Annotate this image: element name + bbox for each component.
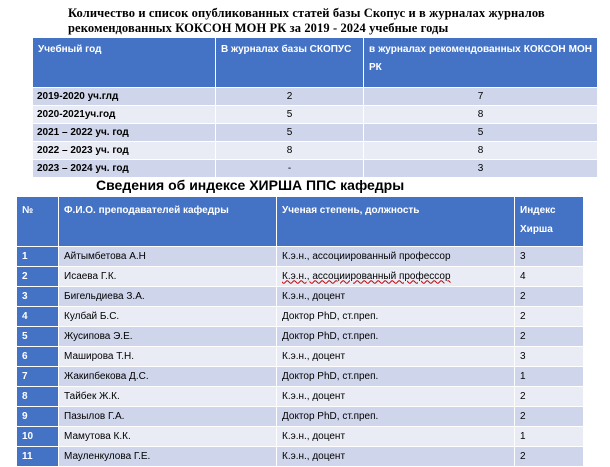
hirsch-index: 2	[515, 407, 584, 427]
degree-position: К.э.н., доцент	[277, 387, 515, 407]
table-row	[33, 142, 598, 160]
teacher-name: Жусипова Э.Е.	[59, 327, 277, 347]
table-row	[33, 160, 598, 178]
year-cell: 2019-2020 уч.глд	[33, 88, 216, 106]
row-number: 11	[17, 447, 59, 467]
degree-position: К.э.н., доцент	[277, 287, 515, 307]
header-teacher-name: Ф.И.О. преподавателей кафедры	[59, 197, 277, 247]
publications-title-line2: рекомендованных КОКСОН МОН РК за 2019 - 2024 учебные годы	[68, 21, 449, 35]
publications-table	[32, 37, 598, 178]
row-number: 4	[17, 307, 59, 327]
teacher-name: Исаева Г.К.	[59, 267, 277, 287]
table-row	[17, 407, 584, 427]
row-number: 1	[17, 247, 59, 267]
teacher-name: Мамутова К.К.	[59, 427, 277, 447]
header-hirsch-line1: Индекс	[520, 205, 556, 216]
table-row	[17, 387, 584, 407]
degree-position: К.э.н., доцент	[277, 427, 515, 447]
header-kokson: в журналах рекомендованных КОКСОН МОН РК	[364, 38, 598, 88]
scopus-cell: 5	[216, 124, 364, 142]
teacher-name: Маширова Т.Н.	[59, 347, 277, 367]
table-row	[17, 427, 584, 447]
hirsch-index: 2	[515, 447, 584, 467]
degree-position: Доктор PhD, ст.преп.	[277, 367, 515, 387]
year-cell: 2023 – 2024 уч. год	[33, 160, 216, 178]
table-row	[17, 287, 584, 307]
degree-position: К.э.н., доцент	[277, 347, 515, 367]
teacher-name: Жакипбекова Д.С.	[59, 367, 277, 387]
table-row	[17, 267, 584, 287]
hirsch-index: 4	[515, 267, 584, 287]
degree-position	[277, 267, 515, 287]
table-row	[33, 124, 598, 142]
kokson-cell: 7	[364, 88, 598, 106]
row-number: 8	[17, 387, 59, 407]
kokson-cell: 8	[364, 106, 598, 124]
hirsch-index: 2	[515, 387, 584, 407]
publications-title-line1: Количество и список опубликованных статей базы Скопус и в журналах журналов	[68, 6, 545, 20]
teacher-name: Кулбай Б.С.	[59, 307, 277, 327]
teacher-name: Мауленкулова Г.Е.	[59, 447, 277, 467]
header-hirsch-index	[515, 197, 584, 247]
scopus-cell: 2	[216, 88, 364, 106]
table-row	[17, 327, 584, 347]
year-cell: 2021 – 2022 уч. год	[33, 124, 216, 142]
hirsch-index: 1	[515, 367, 584, 387]
publications-title	[68, 6, 598, 36]
degree-position: К.э.н., ассоциированный профессор	[277, 247, 515, 267]
hirsch-index: 2	[515, 287, 584, 307]
header-degree-position: Ученая степень, должность	[277, 197, 515, 247]
publications-header-row	[33, 38, 598, 88]
hirsch-index: 1	[515, 427, 584, 447]
teacher-name: Бигельдиева З.А.	[59, 287, 277, 307]
kokson-cell: 5	[364, 124, 598, 142]
hirsch-header-row	[17, 197, 584, 247]
teacher-name: Тайбек Ж.К.	[59, 387, 277, 407]
hirsch-index: 2	[515, 307, 584, 327]
teacher-name: Айтымбетова А.Н	[59, 247, 277, 267]
kokson-cell: 8	[364, 142, 598, 160]
degree-position-text: К.э.н., ассоциированный профессор	[282, 270, 451, 282]
degree-position: Доктор PhD, ст.преп.	[277, 407, 515, 427]
row-number: 6	[17, 347, 59, 367]
row-number: 7	[17, 367, 59, 387]
row-number: 9	[17, 407, 59, 427]
degree-position: К.э.н., доцент	[277, 447, 515, 467]
scopus-cell: -	[216, 160, 364, 178]
header-academic-year: Учебный год	[33, 38, 216, 88]
hirsch-section-title: Сведения об индексе ХИРША ППС кафедры	[96, 177, 405, 193]
row-number: 3	[17, 287, 59, 307]
scopus-cell: 8	[216, 142, 364, 160]
hirsch-table	[16, 196, 584, 467]
table-row	[33, 88, 598, 106]
row-number: 10	[17, 427, 59, 447]
table-row	[33, 106, 598, 124]
year-cell: 2022 – 2023 уч. год	[33, 142, 216, 160]
hirsch-index: 3	[515, 247, 584, 267]
scopus-cell: 5	[216, 106, 364, 124]
hirsch-index: 3	[515, 347, 584, 367]
table-row	[17, 307, 584, 327]
degree-position: Доктор PhD, ст.преп.	[277, 307, 515, 327]
header-scopus: В журналах базы СКОПУС	[216, 38, 364, 88]
table-row	[17, 367, 584, 387]
header-number: №	[17, 197, 59, 247]
kokson-cell: 3	[364, 160, 598, 178]
degree-position: Доктор PhD, ст.преп.	[277, 327, 515, 347]
hirsch-index: 2	[515, 327, 584, 347]
row-number: 5	[17, 327, 59, 347]
row-number: 2	[17, 267, 59, 287]
year-cell: 2020-2021уч.год	[33, 106, 216, 124]
table-row	[17, 347, 584, 367]
header-hirsch-line2: Хирша	[520, 224, 553, 235]
table-row	[17, 247, 584, 267]
teacher-name: Пазылов Г.А.	[59, 407, 277, 427]
